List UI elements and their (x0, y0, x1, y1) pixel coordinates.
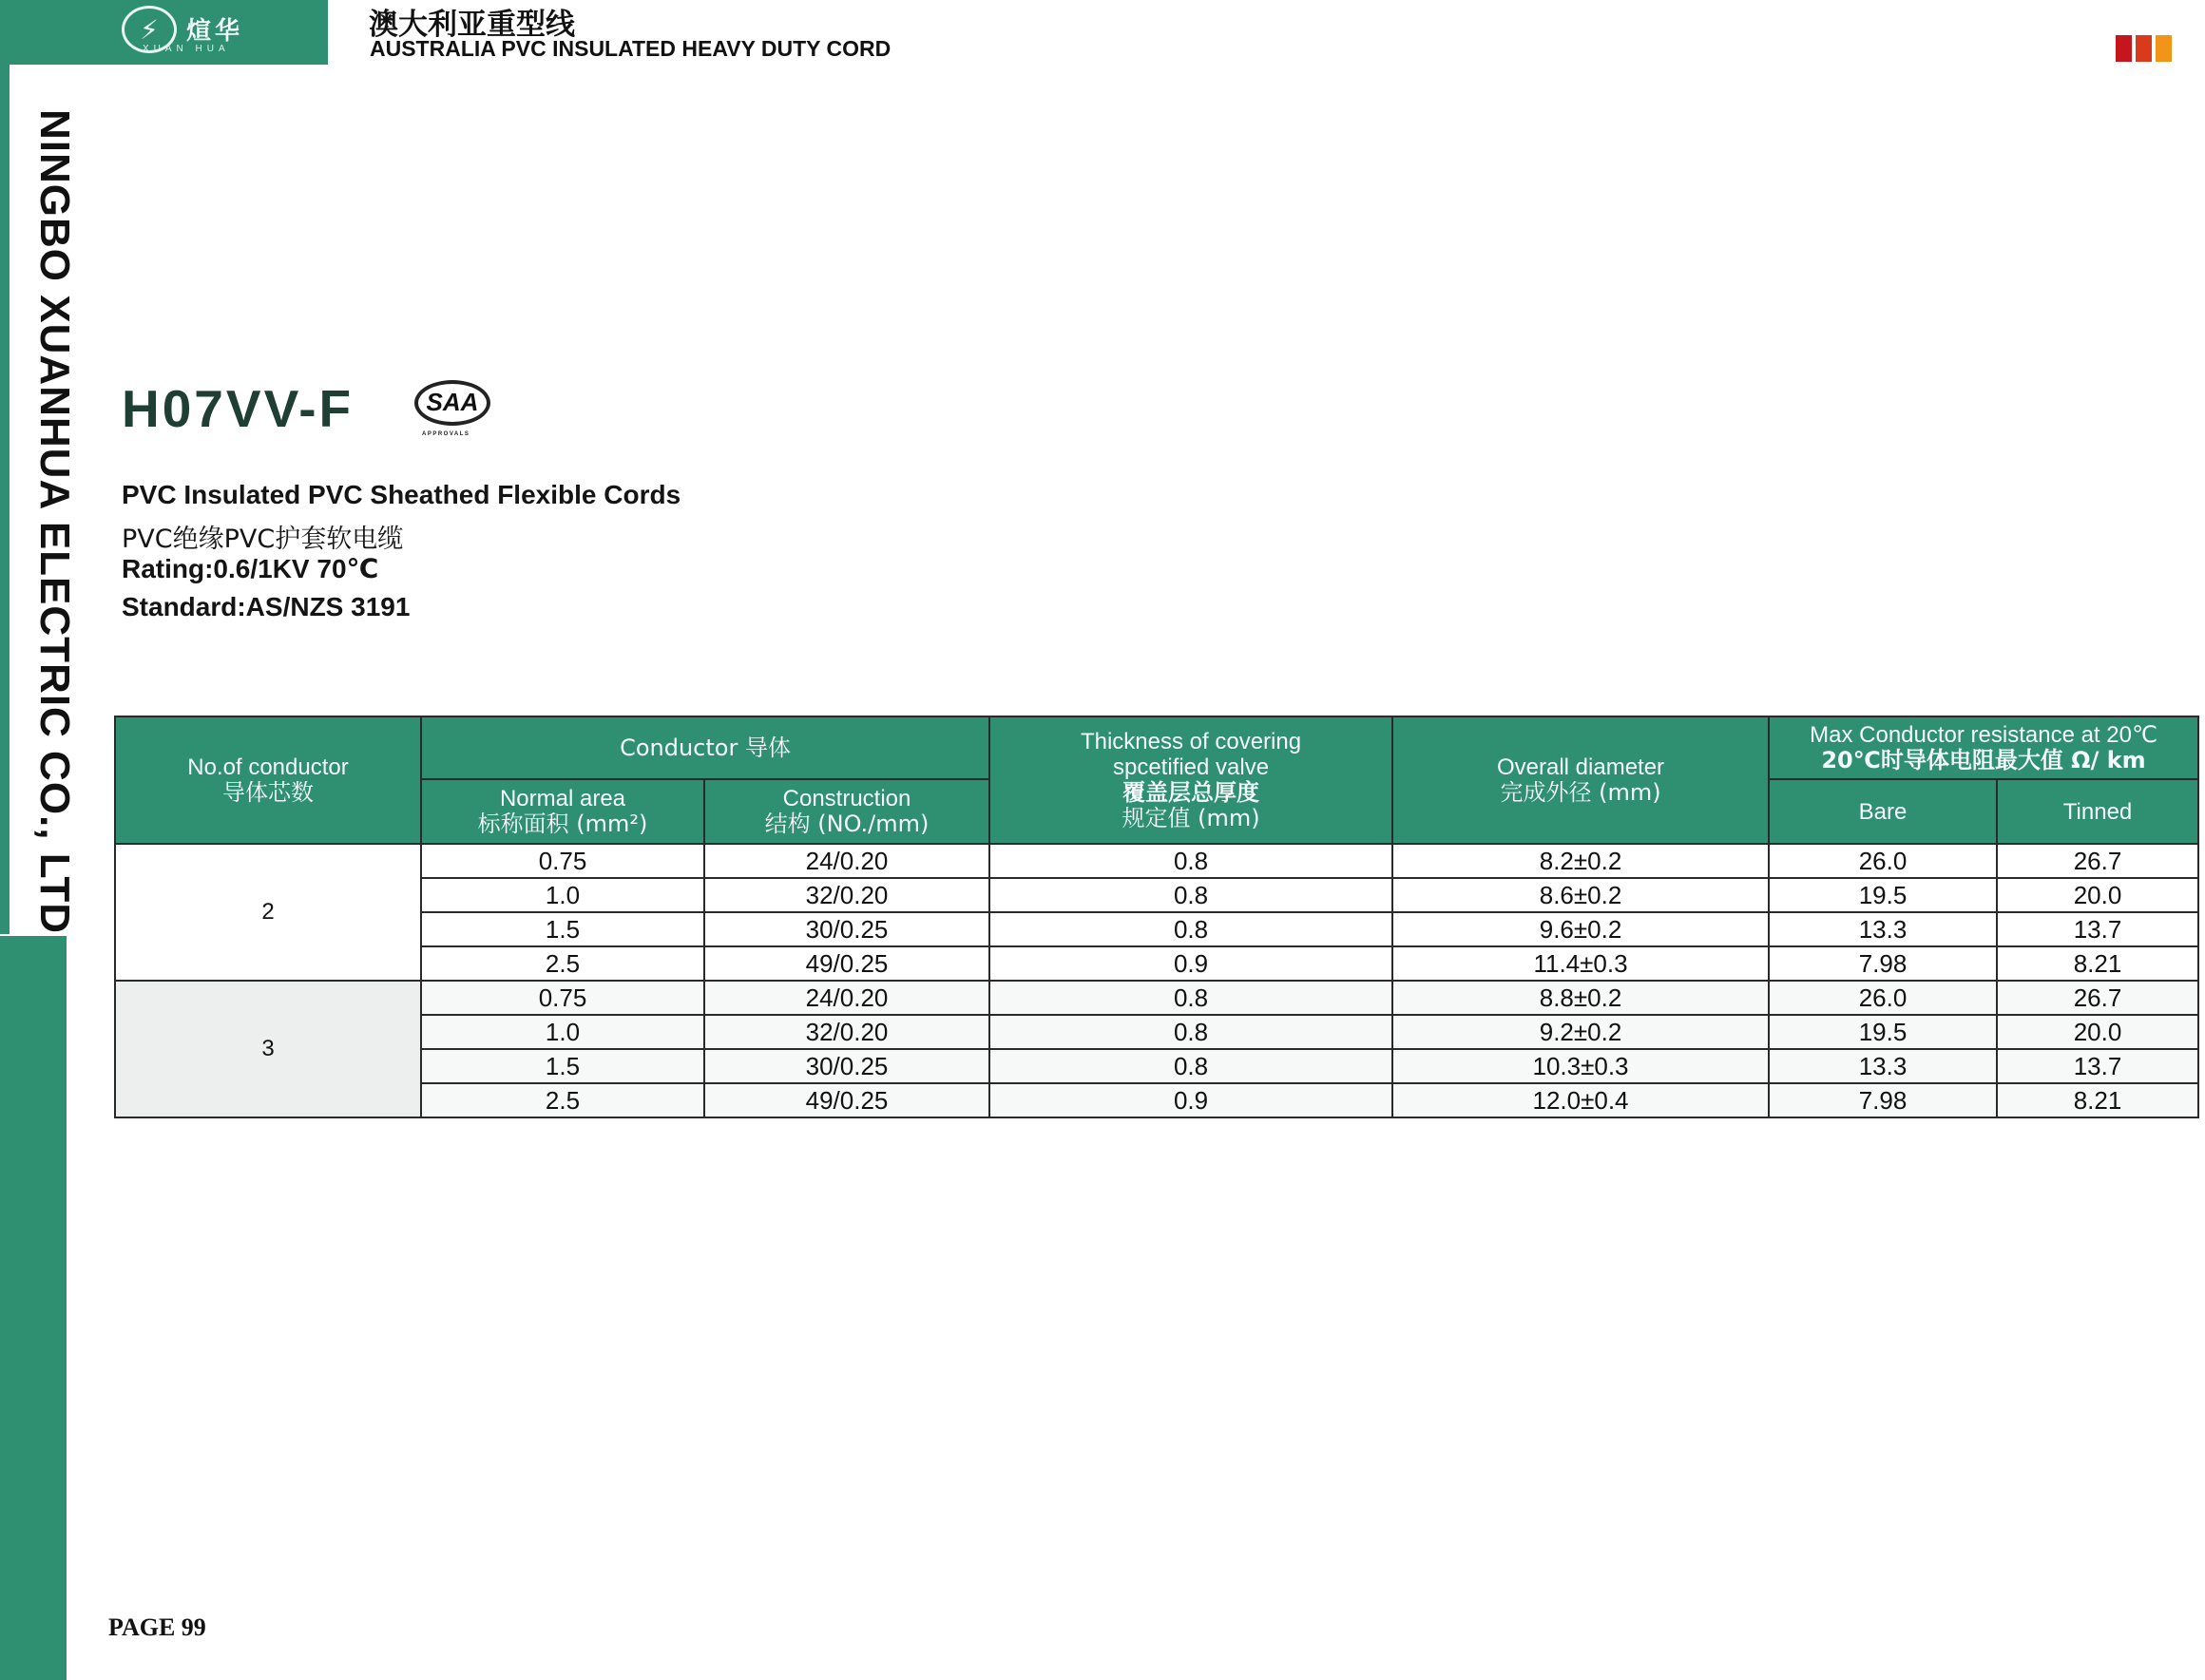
header-conductor-group-label: Conductor 导体 (620, 734, 791, 761)
header-normal-area (421, 779, 704, 844)
diameter-cell: 8.8±0.2 (1392, 981, 1769, 1015)
header-title-cn: 澳大利亚重型线 (369, 8, 575, 42)
saa-approval-logo (409, 378, 504, 445)
header-overall-diameter-cn: 完成外径 (mm) (1500, 779, 1661, 806)
header-thickness-line2: spcetified valve (1112, 754, 1270, 780)
tinned-cell: 13.7 (1997, 1049, 2198, 1083)
table-row (115, 878, 2198, 912)
corner-color-squares (2116, 35, 2172, 62)
product-type-en: PVC Insulated PVC Sheathed Flexible Cords (122, 480, 681, 509)
bare-cell: 13.3 (1769, 1049, 1997, 1083)
header-max-resistance-en: Max Conductor resistance at 20℃ (1810, 722, 2157, 748)
thickness-cell: 0.8 (989, 912, 1392, 946)
header-title-en: AUSTRALIA PVC INSULATED HEAVY DUTY CORD (370, 36, 892, 61)
tinned-cell: 26.7 (1997, 844, 2198, 878)
table-row (115, 981, 2198, 1015)
brand-emblem-icon: ⚡ (122, 6, 177, 53)
tinned-cell: 8.21 (1997, 1083, 2198, 1117)
header-construction (704, 779, 989, 844)
brand-logo (0, 0, 328, 65)
header-no-of-conductor (115, 716, 421, 844)
construction-cell: 30/0.25 (704, 1049, 989, 1083)
header-thickness-line3: 覆盖层总厚度 (1122, 779, 1260, 806)
corner-square-3 (2156, 35, 2172, 62)
area-cell: 0.75 (421, 981, 704, 1015)
header-thickness-line4: 规定值 (mm) (1122, 805, 1260, 831)
area-cell: 2.5 (421, 1083, 704, 1117)
product-standard: Standard:AS/NZS 3191 (122, 592, 411, 621)
side-rail-top (0, 65, 10, 934)
area-cell: 2.5 (421, 946, 704, 981)
header-normal-area-cn: 标称面积 (mm²) (477, 811, 648, 837)
table-row (115, 912, 2198, 946)
thickness-cell: 0.8 (989, 1015, 1392, 1049)
product-model: H07VV-F (122, 379, 355, 438)
area-cell: 1.0 (421, 1015, 704, 1049)
table-row (115, 844, 2198, 878)
construction-cell: 24/0.20 (704, 981, 989, 1015)
tinned-cell: 26.7 (1997, 981, 2198, 1015)
conductor-count-cell: 3 (115, 981, 421, 1117)
area-cell: 0.75 (421, 844, 704, 878)
construction-cell: 32/0.20 (704, 878, 989, 912)
diameter-cell: 10.3±0.3 (1392, 1049, 1769, 1083)
header-construction-cn: 结构 (NO./mm) (764, 811, 930, 837)
brand-logo-cn: 煊华 (186, 17, 244, 46)
company-name-vertical (29, 109, 86, 934)
header-overall-diameter-en: Overall diameter (1496, 754, 1665, 780)
tinned-cell: 20.0 (1997, 1015, 2198, 1049)
header-bare: Bare (1769, 779, 1997, 844)
bare-cell: 7.98 (1769, 946, 1997, 981)
bare-cell: 26.0 (1769, 844, 1997, 878)
tinned-cell: 13.7 (1997, 912, 2198, 946)
saa-mark: SAA (426, 388, 479, 416)
thickness-cell: 0.8 (989, 981, 1392, 1015)
side-rail-bottom (0, 936, 67, 1680)
bare-cell: 19.5 (1769, 1015, 1997, 1049)
bare-cell: 19.5 (1769, 878, 1997, 912)
table-row (115, 1015, 2198, 1049)
area-cell: 1.0 (421, 878, 704, 912)
diameter-cell: 11.4±0.3 (1392, 946, 1769, 981)
table-row (115, 1049, 2198, 1083)
bare-cell: 7.98 (1769, 1083, 1997, 1117)
spec-table-body-group-2 (115, 981, 2198, 1117)
page-number: PAGE 99 (108, 1613, 206, 1641)
saa-approvals-text: APPROVALS (422, 431, 470, 437)
construction-cell: 49/0.25 (704, 1083, 989, 1117)
diameter-cell: 12.0±0.4 (1392, 1083, 1769, 1117)
tinned-cell: 20.0 (1997, 878, 2198, 912)
area-cell: 1.5 (421, 912, 704, 946)
bare-cell: 26.0 (1769, 981, 1997, 1015)
diameter-cell: 8.6±0.2 (1392, 878, 1769, 912)
header-thickness (989, 716, 1392, 844)
header-overall-diameter (1392, 716, 1769, 844)
spec-table-body (115, 844, 2198, 981)
corner-square-1 (2116, 35, 2132, 62)
company-name: NINGBO XUANHUA ELECTRIC CO., LTD (31, 109, 78, 934)
header-max-resistance-cn: 20℃时导体电阻最大值 Ω/ km (1821, 747, 2146, 773)
construction-cell: 24/0.20 (704, 844, 989, 878)
header-tinned: Tinned (1997, 779, 2198, 844)
bare-cell: 13.3 (1769, 912, 1997, 946)
construction-cell: 49/0.25 (704, 946, 989, 981)
header-construction-en: Construction (782, 786, 911, 811)
thickness-cell: 0.9 (989, 946, 1392, 981)
thickness-cell: 0.8 (989, 844, 1392, 878)
brand-logo-en: XUAN HUA (143, 44, 230, 54)
product-rating: Rating:0.6/1KV 70℃ (122, 554, 379, 583)
table-row (115, 946, 2198, 981)
area-cell: 1.5 (421, 1049, 704, 1083)
header-thickness-line1: Thickness of covering (1080, 729, 1302, 754)
header-no-of-conductor-en: No.of conductor (187, 754, 349, 780)
product-type-cn: PVC绝缘PVC护套软电缆 (122, 525, 404, 554)
table-row (115, 1083, 2198, 1117)
header-max-resistance (1769, 716, 2198, 779)
tinned-cell: 8.21 (1997, 946, 2198, 981)
diameter-cell: 9.2±0.2 (1392, 1015, 1769, 1049)
corner-square-2 (2136, 35, 2152, 62)
construction-cell: 30/0.25 (704, 912, 989, 946)
spec-table (114, 716, 2199, 1118)
thickness-cell: 0.8 (989, 878, 1392, 912)
thickness-cell: 0.9 (989, 1083, 1392, 1117)
thickness-cell: 0.8 (989, 1049, 1392, 1083)
construction-cell: 32/0.20 (704, 1015, 989, 1049)
conductor-count-cell: 2 (115, 844, 421, 981)
header-no-of-conductor-cn: 导体芯数 (222, 779, 314, 806)
diameter-cell: 8.2±0.2 (1392, 844, 1769, 878)
header-normal-area-en: Normal area (499, 786, 626, 811)
diameter-cell: 9.6±0.2 (1392, 912, 1769, 946)
header-conductor-group (421, 716, 989, 779)
